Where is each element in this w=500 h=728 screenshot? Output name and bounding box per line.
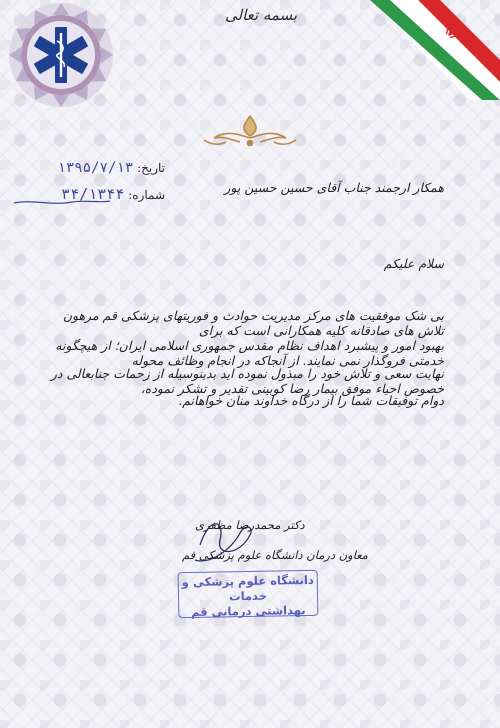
stamp-line-2: بهداشتی درمانی قم	[190, 602, 306, 619]
date-field	[45, 160, 165, 176]
body-line: بی شک موفقیت های مرکز مدیریت حوادث و فوریتهای پزشکی قم مرهون تلاش های صادقانه کلیه همکارانی است که برای	[62, 308, 444, 338]
handwriting-stroke	[12, 197, 112, 207]
signature-scribble	[180, 505, 270, 575]
body-line: نهایت سعی و تلاش خود را مبذول نموده اید بدینوسیله از زحمات جنابعالی در خصوص احیاء موفق بیمار رضا کوبینی تقدیر و تشکر نموده،	[50, 366, 444, 396]
date-label: تاریخ:	[137, 161, 165, 175]
stamp-line-1: دانشگاه علوم پزشکی و خدمات	[181, 572, 314, 604]
salutation: سلام علیکم	[383, 256, 444, 271]
official-stamp	[178, 570, 319, 618]
date-value: ۱۳۹۵/۷/۱۳	[57, 160, 134, 176]
number-value: ۳۴/۱۳۴۴	[61, 185, 125, 203]
recipient-line: همکار ارجمند جناب آقای حسین حسین پور	[224, 180, 444, 195]
decorative-ornament	[200, 112, 300, 150]
header-calligraphy: بسمه تعالی	[225, 6, 298, 24]
body-line: بهبود امور و پیشبرد اهداف نظام مقدس جمهوری اسلامی ایران؛ از هیچگونه خدمتی فروگذار نمی نمایند. از آنجاکه در انجام وظائف محوله	[55, 338, 444, 368]
number-label: شماره:	[128, 188, 165, 202]
star-of-life-icon	[6, 0, 116, 110]
signatory-title: معاون درمان دانشگاه علوم پزشکی قم	[182, 548, 368, 562]
signatory-name: دکتر محمدرضا مظفری	[195, 518, 305, 532]
iran-flag-icon	[370, 0, 500, 100]
body-line: دوام توفیقات شما را از درگاه خداوند منان خواهانم.	[178, 393, 444, 408]
